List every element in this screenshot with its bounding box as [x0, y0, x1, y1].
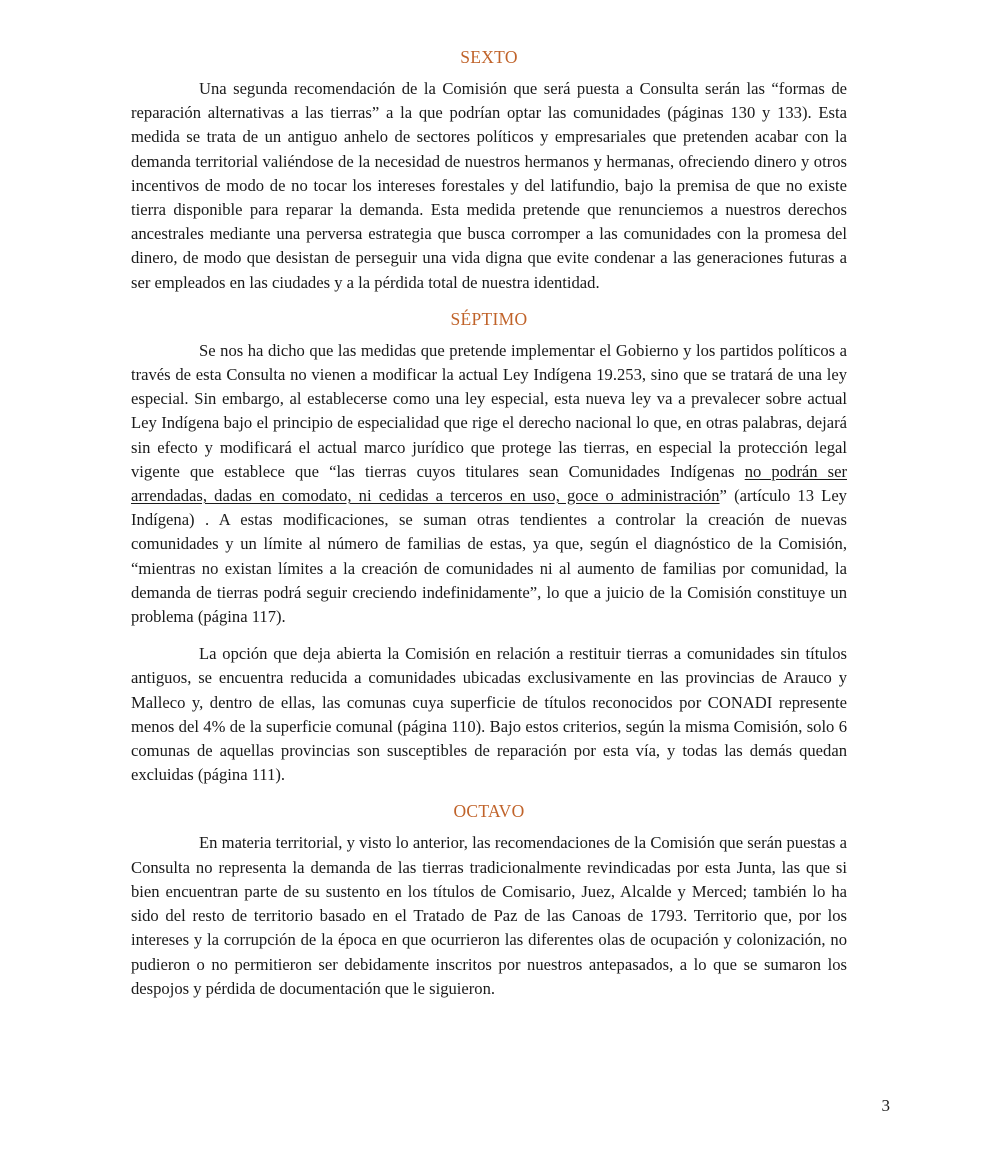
paragraph-septimo-1	[131, 339, 847, 629]
underlined-quote: no podrán ser arrendadas, dadas en comodato, ni cedidas a terceros en uso, goce o administración	[131, 461, 847, 506]
document-page	[131, 44, 847, 1012]
paragraph-sexto: Una segunda recomendación de la Comisión que será puesta a Consulta serán las “formas de reparación alternativas a las tierras” a la que podrían optar las comunidades (páginas 130 y 133). Esta medida se trata de un antiguo anhelo de sectores políticos y empresariales que pretenden acabar con la demanda territorial valiéndose de la necesidad de nuestros hermanos y hermanas, ofreciendo dinero y otros incentivos de modo de no tocar los intereses forestales y del latifundio, bajo la premisa de que no existe tierra disponible para reparar la demanda. Esta medida pretende que renunciemos a nuestros derechos ancestrales mediante una perversa estrategia que busca corromper a las comunidades con la promesa del dinero, de modo que desistan de perseguir una vida digna que evite condenar a las generaciones futuras a ser empleados en las ciudades y a la pérdida total de nuestra identidad.	[131, 79, 847, 292]
paragraph-octavo: En materia territorial, y visto lo anterior, las recomendaciones de la Comisión que serán puestas a Consulta no representa la demanda de las tierras tradicionalmente revindicadas por esta Junta, las que si bien encuentran parte de su sustento en los títulos de Comisario, Juez, Alcalde y Merced; también lo ha sido del resto de territorio basado en el Tratado de Paz de las Canoas de 1793. Territorio que, por los intereses y la corrupción de la época en que ocurrieron las diferentes olas de ocupación y colonización, no pudieron o no permitieron ser debidamente inscritos por nuestros antepasados, a lo que se sumaron los despojos y pérdida de documentación que le siguieron.	[131, 833, 847, 998]
page-number: 3	[881, 1096, 890, 1115]
paragraph-septimo-1-start: Se nos ha dicho que las medidas que pretende implementar el Gobierno y los partidos políticos a través de esta Consulta no vienen a modificar la actual Ley Indígena 19.253, sino que se tratará de una ley especial. Sin embargo, al establecerse como una ley especial, esta nueva ley va a prevalecer sobre actual Ley Indígena bajo el principio de especialidad que rige el derecho nacional lo que, en otras palabras, dejará sin efecto y modificará el actual marco jurídico que protege las tierras, en especial la protección legal vigente que establece que “las tierras cuyos titulares sean Comunidades Indígenas	[131, 340, 847, 481]
paragraph-septimo-1-end: ” (artículo 13 Ley Indígena) . A estas modificaciones, se suman otras tendientes a controlar la creación de nuevas comunidades y un límite al número de familias de estas, ya que, según el diagnóstico de la Comisión, “mientras no existan límites a la creación de comunidades ni al aumento de familias por comunidad, la demanda de tierras podrá seguir creciendo indefinidamente”, lo que a juicio de la Comisión constituye un problema (página 117).	[131, 486, 847, 627]
section-heading-septimo: SÉPTIMO	[450, 308, 528, 329]
section-heading-octavo: OCTAVO	[453, 801, 525, 822]
paragraph-septimo-2: La opción que deja abierta la Comisión en relación a restituir tierras a comunidades sin títulos antiguos, se encuentra reducida a comunidades ubicadas exclusivamente en las provincias de Arauco y Malleco y, dentro de ellas, las comunas cuya superficie de títulos reconocidos por CONADI represente menos del 4% de la superficie comunal (página 110). Bajo estos criterios, según la misma Comisión, solo 6 comunas de aquellas provincias son susceptibles de reparación por esta vía, y todas las demás quedan excluidas (página 111).	[131, 644, 847, 785]
section-heading-sexto: SEXTO	[460, 47, 518, 67]
